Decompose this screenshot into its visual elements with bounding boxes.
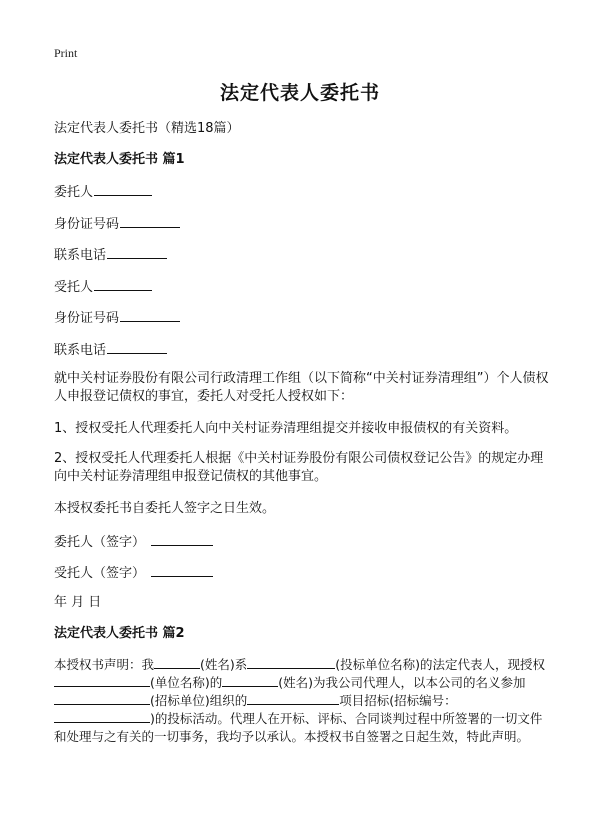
text-run: 项目招标(招标编号： — [339, 693, 457, 708]
field-label: 联系电话 — [54, 248, 107, 263]
principal-signature — [54, 532, 213, 552]
fill-blank — [107, 340, 167, 354]
authorization-item-2: 2、授权受托人代理委托人根据《中关村证券股份有限公司债权登记公告》的规定办理向中关村证券清理组申报登记债权的其他事宜。 — [54, 451, 544, 484]
text-run: )的投标活动。代理人在开标、评标、合同谈判过程中所签署的一切文件和处理与之有关的一切事务，我均予以承认。本授权书自签署之日起生效，特此声明。 — [54, 711, 543, 744]
document-subtitle: 法定代表人委托书（精选18篇） — [54, 121, 240, 136]
text-run: (姓名)为我公司代理人，以本公司的名义参加 — [278, 675, 526, 690]
text-run: (投标单位名称)的法定代表人，现授权 — [335, 657, 546, 672]
signature-line — [151, 563, 213, 577]
field-label: 身份证号码 — [54, 217, 120, 232]
fill-blank — [54, 710, 150, 723]
date-line: 年 月 日 — [54, 595, 102, 610]
fill-blank — [54, 674, 150, 687]
signature-line — [151, 532, 213, 546]
fill-blank — [247, 656, 335, 669]
document-title: 法定代表人委托书 — [219, 82, 380, 104]
fill-blank — [120, 308, 180, 322]
fill-blank — [120, 214, 180, 228]
signature-label: 委托人（签字） — [54, 535, 146, 550]
authorization-item-1: 1、授权受托人代理委托人向中关村证券清理组提交并接收申报债权的有关资料。 — [54, 421, 518, 436]
field-label: 身份证号码 — [54, 311, 120, 326]
print-label: Print — [54, 46, 78, 60]
fill-blank — [107, 245, 167, 259]
text-run: 本授权书声明：我 — [54, 657, 155, 672]
signature-label: 受托人（签字） — [54, 566, 146, 581]
field-label: 受托人 — [54, 280, 94, 295]
section1-heading: 法定代表人委托书 篇1 — [54, 152, 185, 167]
text-run: (招标单位)组织的 — [150, 693, 248, 708]
field-agent — [54, 277, 152, 297]
intro-paragraph: 就中关村证券股份有限公司行政清理工作组（以下简称“中关村证券清理组”）个人债权人申报登记债权的事宜，委托人对受托人授权如下： — [54, 371, 549, 404]
field-principal-phone — [54, 245, 167, 265]
agent-signature — [54, 563, 213, 583]
section2-heading: 法定代表人委托书 篇2 — [54, 626, 185, 641]
field-agent-phone — [54, 340, 167, 360]
fill-blank — [222, 674, 278, 687]
fill-blank — [154, 656, 200, 669]
section2-paragraph — [54, 656, 552, 746]
fill-blank — [247, 692, 339, 705]
field-principal-id — [54, 214, 180, 234]
fill-blank — [94, 182, 152, 196]
effective-clause: 本授权委托书自委托人签字之日生效。 — [54, 501, 276, 516]
field-agent-id — [54, 308, 180, 328]
text-run: (姓名)系 — [200, 657, 248, 672]
fill-blank — [94, 277, 152, 291]
field-label: 联系电话 — [54, 343, 107, 358]
fill-blank — [54, 692, 150, 705]
text-run: (单位名称)的 — [150, 675, 223, 690]
field-label: 委托人 — [54, 185, 94, 200]
field-principal — [54, 182, 152, 202]
